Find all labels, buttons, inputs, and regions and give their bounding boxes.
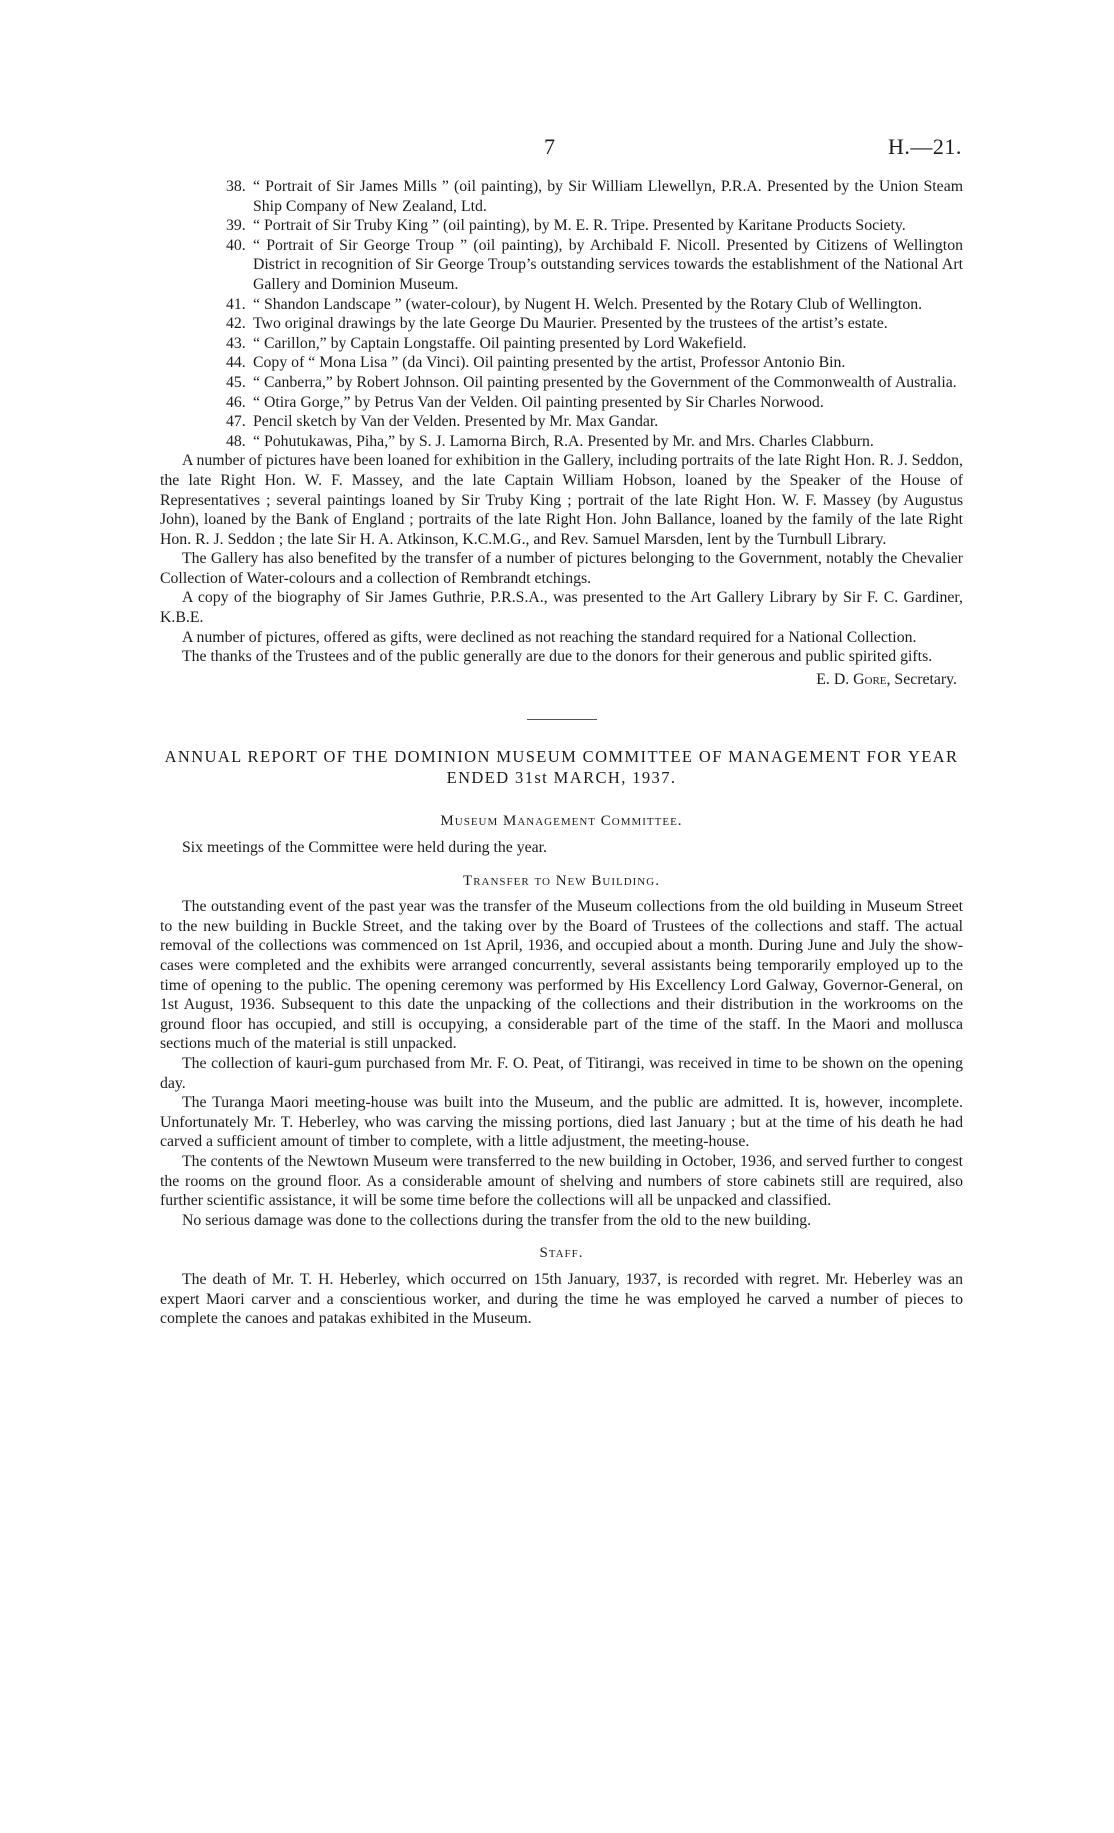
page-body: [160, 177, 963, 1329]
gifts-list: [226, 177, 963, 451]
paragraph: The thanks of the Trustees and of the public generally are due to the donors for their generous and public spirited gifts.: [182, 648, 933, 666]
list-item: 39. “ Portrait of Sir Truby King ” (oil painting), by M. E. R. Tripe. Presented by Karitane Products Society.: [226, 217, 906, 235]
list-item: 47. Pencil sketch by Van der Velden. Presented by Mr. Max Gandar.: [226, 413, 659, 431]
paragraph: No serious damage was done to the collections during the transfer from the old to the new building.: [182, 1211, 812, 1229]
list-item: 40. “ Portrait of Sir George Troup ” (oil painting), by Archibald F. Nicoll. Presented by Citizens of Wellington District in recognition of Sir George Troup’s outstanding services towards the establishment of the National Art Gallery and Dominion Museum.: [226, 236, 963, 293]
list-item: 44. Copy of “ Mona Lisa ” (da Vinci). Oil painting presented by the artist, Professor Antonio Bin.: [226, 354, 846, 372]
signatory-name: E. D. Gore: [816, 670, 887, 688]
paragraph: The collection of kauri-gum purchased from Mr. F. O. Peat, of Titirangi, was received in time to be shown on the opening day.: [160, 1054, 963, 1092]
paragraph: The contents of the Newtown Museum were transferred to the new building in October, 1936, and served further to congest the rooms on the ground floor. As a considerable amount of shelving and numbers of store cabinets still are required, also further scientific assistance, it will be some time before the collections will all be unpacked and classified.: [160, 1152, 963, 1210]
paragraph: A number of pictures, offered as gifts, were declined as not reaching the standard required for a National Collection.: [182, 628, 917, 646]
section-heading: Museum Management Committee.: [440, 813, 683, 830]
section-heading: Staff.: [539, 1245, 584, 1262]
document-id: H.—21.: [888, 134, 962, 159]
list-item: 43. “ Carillon,” by Captain Longstaffe. Oil painting presented by Lord Wakefield.: [226, 334, 747, 352]
paragraph: Six meetings of the Committee were held during the year.: [182, 839, 547, 857]
paragraph: The Gallery has also benefited by the transfer of a number of pictures belonging to the Government, notably the Chevalier Collection of Water-colours and a collection of Rembrandt etchings.: [160, 550, 963, 587]
list-item: 46. “ Otira Gorge,” by Petrus Van der Velden. Oil painting presented by Sir Charles Norwood.: [226, 393, 824, 411]
signature: [160, 670, 963, 690]
paragraph: The death of Mr. T. H. Heberley, which occurred on 15th January, 1937, is recorded with regret. Mr. Heberley was an expert Maori carver and a conscientious worker, and during the time he was employed he carved a number of pieces to complete the canoes and patakas exhibited in the Museum.: [160, 1270, 963, 1328]
section-heading: Transfer to New Building.: [463, 872, 660, 889]
list-item: 45. “ Canberra,” by Robert Johnson. Oil painting presented by the Government of the Commonwealth of Australia.: [226, 373, 957, 391]
paragraph: The outstanding event of the past year was the transfer of the Museum collections from the old building in Museum Street to the new building in Buckle Street, and the taking over by the Board of Trustees of the collections and staff. The actual removal of the collections was commenced on 1st April, 1936, and occupied about a month. During June and July the show-cases were completed and the exhibits were arranged concurrently, several assistants being temporarily employed up to the time of opening to the public. The opening ceremony was performed by His Excellency Lord Galway, Governor-General, on 1st August, 1936. Subsequent to this date the unpacking of the collections and their distribution in the workrooms on the ground floor has occupied, and still is occupying, a considerable part of the time of the staff. In the Maori and mollusca sections much of the material is still unpacked.: [160, 898, 963, 1053]
report-title: ANNUAL REPORT OF THE DOMINION MUSEUM COMMITTEE OF MANAGEMENT FOR YEAR ENDED 31st MARCH, 1937.: [164, 747, 959, 788]
list-item: 42. Two original drawings by the late George Du Maurier. Presented by the trustees of the artist’s estate.: [226, 315, 888, 333]
section-divider: [527, 719, 597, 720]
paragraph: A copy of the biography of Sir James Guthrie, P.R.S.A., was presented to the Art Gallery Library by Sir F. C. Gardiner, K.B.E.: [160, 589, 963, 627]
list-item: 41. “ Shandon Landscape ” (water-colour), by Nugent H. Welch. Presented by the Rotary Club of Wellington.: [226, 295, 923, 313]
paragraph: A number of pictures have been loaned for exhibition in the Gallery, including portraits of the late Right Hon. R. J. Seddon, the late Right Hon. W. F. Massey, and the late Captain William Hobson, loaned by the Speaker of the House of Representatives ; several paintings loaned by Sir Truby King ; portrait of the late Right Hon. W. F. Massey (by Augustus John), loaned by the Bank of England ; portraits of the late Right Hon. John Ballance, loaned by the family of the late Right Hon. R. J. Seddon ; the late Sir H. A. Atkinson, K.C.M.G., and Rev. Samuel Marsden, lent by the Turnbull Library.: [160, 452, 963, 548]
signatory-title: , Secretary.: [886, 670, 957, 688]
page-number: 7: [544, 134, 555, 159]
list-item: 38. “ Portrait of Sir James Mills ” (oil painting), by Sir William Llewellyn, P.R.A. Presented by the Union Steam Ship Company of New Zealand, Ltd.: [226, 178, 963, 215]
list-item: 48. “ Pohutukawas, Piha,” by S. J. Lamorna Birch, R.A. Presented by Mr. and Mrs. Charles Clabburn.: [226, 432, 874, 450]
paragraph: The Turanga Maori meeting-house was built into the Museum, and the public are admitted. It is, however, incomplete. Unfortunately Mr. T. Heberley, who was carving the missing portions, died last January ; but at the time of his death he had carved a sufficient amount of timber to complete, with a little adjustment, the meeting-house.: [160, 1094, 963, 1151]
